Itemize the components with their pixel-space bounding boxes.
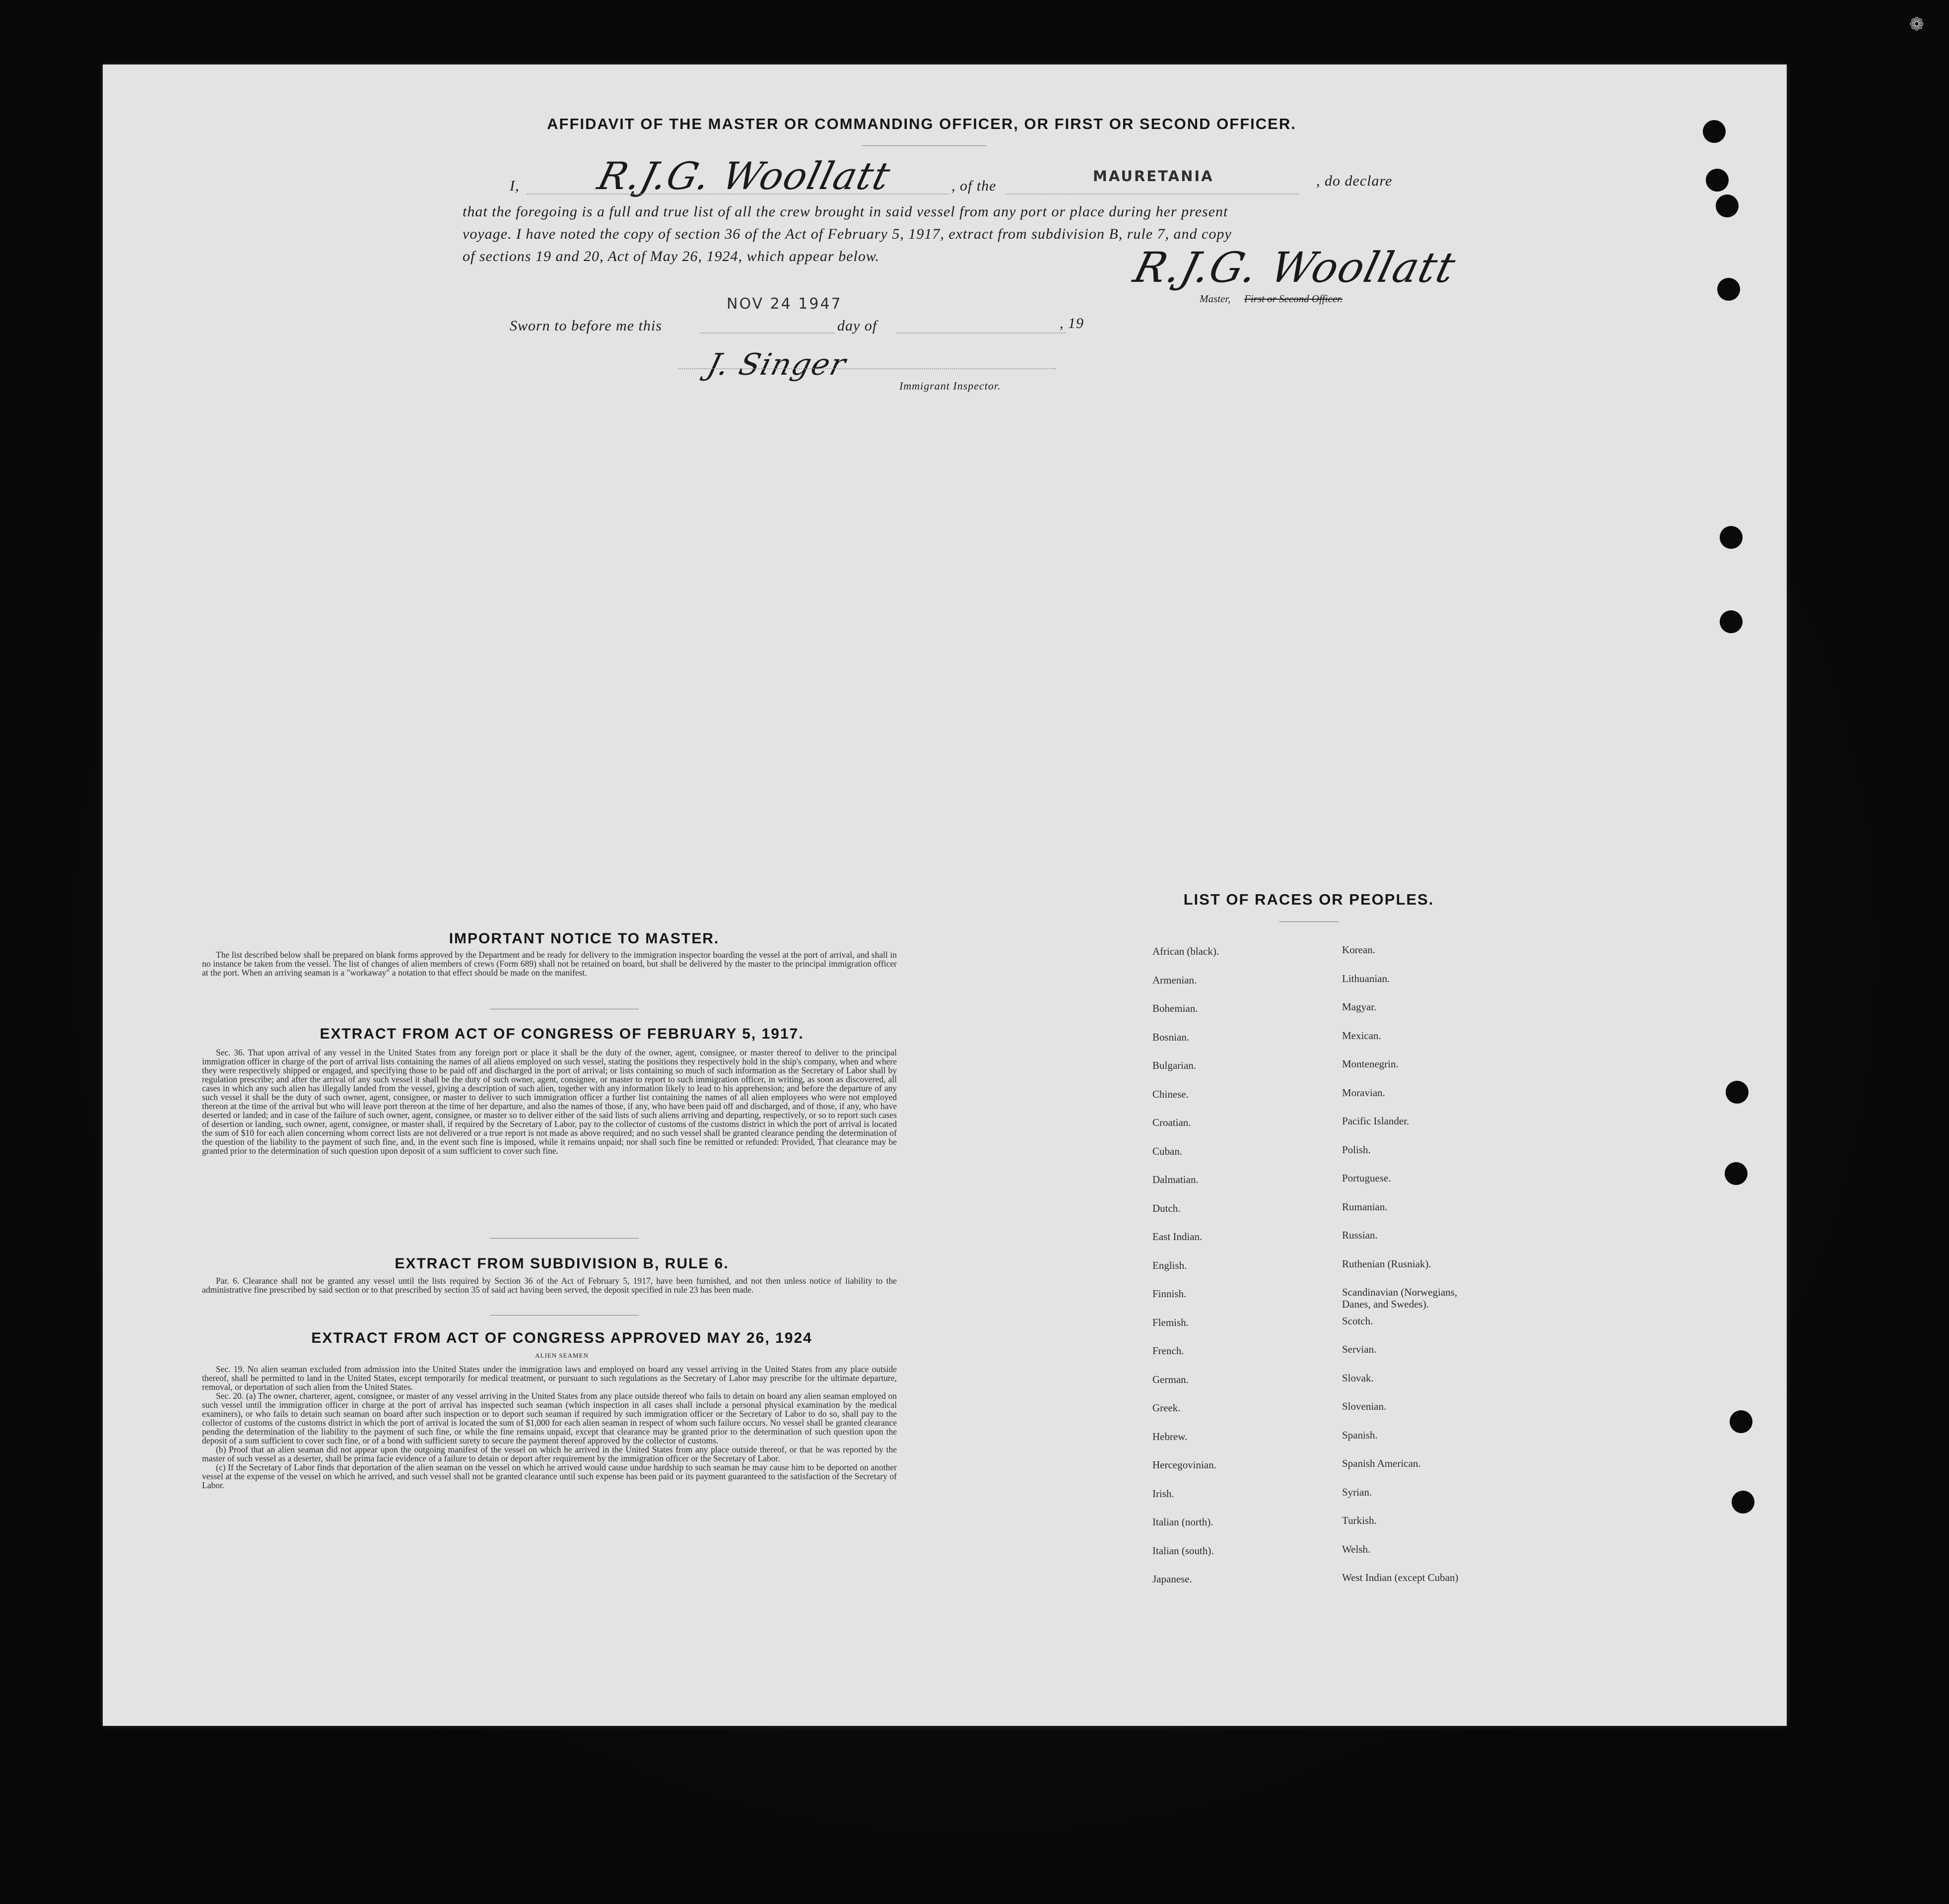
punch-hole-icon — [1703, 120, 1726, 143]
race-item: Welsh. — [1342, 1543, 1371, 1555]
race-item: English. — [1152, 1259, 1187, 1271]
race-item: Greek. — [1152, 1402, 1181, 1414]
race-item: Slovak. — [1342, 1372, 1374, 1384]
affidavit-text-line: voyage. I have noted the copy of section 36 of the Act of February 5, 1917, extract from subdivision B, rule 7, and copy — [463, 226, 1232, 242]
extract-1917-title: EXTRACT FROM ACT OF CONGRESS OF FEBRUARY 5, 1917. — [320, 1026, 804, 1042]
punch-hole-icon — [1720, 610, 1743, 633]
master-signature: R.J.G. Woollatt — [593, 154, 896, 198]
divider — [490, 1238, 639, 1239]
race-item: Polish. — [1342, 1143, 1371, 1156]
race-item: Pacific Islander. — [1342, 1115, 1410, 1127]
sworn-label: Sworn to before me this — [510, 318, 662, 334]
race-item: Magyar. — [1342, 1001, 1377, 1013]
inspector-signature: J. Singer — [704, 347, 850, 382]
extract-1924-text — [202, 1365, 897, 1490]
punch-hole-icon — [1726, 1081, 1748, 1104]
race-item: Lithuanian. — [1342, 972, 1390, 985]
race-item: French. — [1152, 1345, 1184, 1357]
race-item: Turkish. — [1342, 1514, 1377, 1526]
race-item: Montenegrin. — [1342, 1058, 1399, 1070]
punch-hole-icon — [1717, 278, 1740, 301]
race-item: Dutch. — [1152, 1202, 1181, 1214]
race-item: Bosnian. — [1152, 1031, 1190, 1043]
struck-officer-label: First or Second Officer. — [1244, 293, 1343, 305]
extract-1924-paragraph: Sec. 20. (a) The owner, charterer, agent, consignee, or master of any vessel arriving in the United States from any place outside thereof who fails to detain on board any alien seaman employed on such vessel until the immigration officer in charge at the port of arrival has inspected such seaman (which inspection in all cases shall include a personal physical examination by the medical examiners), or who fails to detain such seaman on board after such inspection or to deport such seaman if required by such immigration officer or the Secretary of Labor to do so, shall pay to the collector of customs of the customs district in which the port of arrival is located the sum of $1,000 for each alien seaman in respect of whom such failure occurs. No vessel shall be granted clearance pending the determination of the liability to the payment of such fine, or while the fine remains unpaid, except that clearance may be granted prior to the determination of such question upon the deposit of a sum sufficient to cover such fine, or of a bond with sufficient surety to secure the payment thereof approved by the collector of customs. — [202, 1391, 897, 1445]
extract-1924-paragraph: (c) If the Secretary of Labor finds that deportation of the alien seaman on the vessel on which he arrived would cause undue hardship to such seaman he may cause him to be deported on another vessel at the expense of the vessel on which he arrived, and such vessel shall not be granted clearance until such expense has been paid or its payment guaranteed to the satisfaction of the Secretary of Labor. — [202, 1462, 897, 1490]
race-item: Spanish American. — [1342, 1457, 1421, 1469]
race-item: Italian (south). — [1152, 1544, 1214, 1557]
signature-line — [527, 194, 949, 195]
race-item: Hebrew. — [1152, 1430, 1188, 1443]
race-item: Cuban. — [1152, 1145, 1183, 1157]
race-item: Korean. — [1342, 944, 1376, 956]
race-item: Croatian. — [1152, 1116, 1191, 1128]
extract-1917-text — [202, 1048, 897, 1155]
affidavit-text-line: that the foregoing is a full and true list of all the crew brought in said vessel from any port or place during her present — [463, 203, 1228, 220]
document-page — [103, 65, 1787, 1726]
races-right-column — [1342, 944, 1550, 1600]
extract-rule6-text — [202, 1276, 897, 1294]
race-item: Ruthenian (Rusniak). — [1342, 1257, 1431, 1270]
do-declare-label: , do declare — [1316, 173, 1393, 189]
race-item: Rumanian. — [1342, 1200, 1388, 1213]
affidavit-text-line: of sections 19 and 20, Act of May 26, 1924, which appear below. — [463, 248, 880, 264]
affidavit-i-label: I, — [510, 178, 520, 194]
date-stamp: NOV 24 1947 — [727, 295, 842, 313]
race-item: Bulgarian. — [1152, 1059, 1197, 1071]
extract-1924-title: EXTRACT FROM ACT OF CONGRESS APPROVED MAY 26, 1924 — [311, 1330, 812, 1346]
race-item: Armenian. — [1152, 974, 1197, 986]
race-item: African (black). — [1152, 945, 1219, 957]
master-signature-2: R.J.G. Woollatt — [1129, 243, 1461, 292]
race-item: Dalmatian. — [1152, 1174, 1199, 1185]
year-label: , 19 — [1060, 315, 1084, 331]
notice-paragraph: The list described below shall be prepared on blank forms approved by the Department and be ready for delivery to the immigration inspector boarding the vessel at the port of arrival, and shall in no instance be taken from the vessel. The list of changes of alien members of crews (Form 689) shall not be retained on board, but shall be delivered by the master to the principal immigration officer at the port. When an arriving seaman is a "workaway" a notation to that effect should be made on the manifest. — [202, 950, 897, 978]
vessel-name: MAURETANIA — [1093, 168, 1214, 185]
extract-1917-paragraph: Sec. 36. That upon arrival of any vessel in the United States from any foreign port or place it shall be the duty of the owner, agent, consignee, or master thereof to deliver to the principal immigration officer in charge of the port of arrival lists containing the names of all aliens employed on such vessel, stating the positions they respectively hold in the ship's company, when and where they were respectively shipped or engaged, and specifying those to be paid off and discharged in the port of arrival; or lists containing so much of such information as the Secretary of Labor shall by regulation prescribe; and after the arrival of any such vessel it shall be the duty of such owner, agent, consignee, or master to report to such immigration officer, in writing, as soon as discovered, all cases in which any such alien has illegally landed from the vessel, giving a description of such alien, together with any information likely to lead to his apprehension; and before the departure of any such vessel it shall be the duty of such owner, agent, consignee, or master to deliver to such immigration officer a further list containing the names of all alien employees who were not employed thereon at the time of the arrival but who will leave port thereon at the time of her departure, and also the names of those, if any, who have been paid off and discharged, and of those, if any, who have deserted or landed; and in case of the failure of such owner, agent, consignee, or master so to deliver either of the said lists of such aliens arriving and departing, respectively, or so to report such cases of desertion or landing, such owner, agent, consignee, or master shall, if required by the Secretary of Labor, pay to the collector of customs of the customs district in which the port of arrival is located the sum of $10 for each alien concerning whom correct lists are not delivered or a true report is not made as above required; and no such vessel shall be granted clearance pending the determination of the question of the liability to the payment of such fine, and, in the event such fine is imposed, while it remains unpaid; nor shall such fine be remitted or refunded: Provided, That clearance may be granted prior to the determination of such question upon deposit of a sum sufficient to cover such fine. — [202, 1048, 897, 1156]
races-title: LIST OF RACES OR PEOPLES. — [1183, 891, 1434, 908]
race-item: Irish. — [1152, 1487, 1174, 1500]
divider — [1279, 921, 1339, 922]
punch-hole-icon — [1732, 1491, 1754, 1513]
race-item: Spanish. — [1342, 1429, 1378, 1441]
month-line — [897, 332, 1066, 333]
corner-mark-icon: ❁ — [1909, 14, 1925, 35]
race-item: Italian (north). — [1152, 1516, 1213, 1528]
race-item: Syrian. — [1342, 1486, 1372, 1498]
extract-1924-paragraph: Sec. 19. No alien seaman excluded from admission into the United States under the immigration laws and employed on board any vessel arriving in the United States from any place outside thereof, shall be permitted to land in the United States, except temporarily for medical treatment, or pursuant to such regulations as the Secretary of Labor may prescribe for the ultimate departure, removal, or deportation of such alien from the United States. — [202, 1364, 897, 1392]
race-item: German. — [1152, 1373, 1189, 1385]
race-item: Hercegovinian. — [1152, 1459, 1216, 1471]
vessel-line — [1006, 194, 1299, 195]
punch-hole-icon — [1716, 195, 1739, 217]
race-item: Scotch. — [1342, 1314, 1373, 1327]
punch-hole-icon — [1706, 169, 1729, 192]
races-left-column — [1152, 945, 1341, 1602]
inspector-line — [678, 368, 1056, 369]
inspector-label: Immigrant Inspector. — [899, 380, 1001, 392]
notice-text — [202, 950, 897, 977]
extract-1924-paragraph: (b) Proof that an alien seaman did not appear upon the outgoing manifest of the vessel on which he arrived in the United States from any place outside thereof, or that he was reported by the master of such vessel as a deserter, shall be prima facie evidence of a failure to detain or deport after requirement by the immigration officer or the Secretary of Labor. — [202, 1444, 897, 1463]
race-item: Finnish. — [1152, 1288, 1187, 1300]
punch-hole-icon — [1730, 1410, 1752, 1433]
race-item: Portuguese. — [1342, 1172, 1391, 1184]
of-the-label: , of the — [951, 178, 997, 194]
race-item: Japanese. — [1152, 1573, 1192, 1585]
race-item: Russian. — [1342, 1229, 1378, 1241]
master-label: Master, — [1200, 293, 1231, 305]
date-line — [701, 332, 835, 333]
extract-1924-subtitle: ALIEN SEAMEN — [535, 1352, 589, 1359]
race-item: Slovenian. — [1342, 1400, 1387, 1412]
race-item: Bohemian. — [1152, 1002, 1198, 1014]
race-item: Chinese. — [1152, 1088, 1189, 1100]
extract-rule6-paragraph: Par. 6. Clearance shall not be granted any vessel until the lists required by Section 36 of the Act of February 5, 1917, have been furnished, and not then unless notice of liability to the administrative fine prescribed by said section or to that prescribed by section 35 of said act having been served, the deposit specified in rule 23 has been made. — [202, 1276, 897, 1295]
day-of-label: day of — [837, 318, 877, 334]
race-item: Scandinavian (Norwegians, Danes, and Swedes). — [1342, 1286, 1458, 1310]
divider — [862, 145, 986, 146]
notice-title: IMPORTANT NOTICE TO MASTER. — [449, 930, 720, 947]
race-item: Moravian. — [1342, 1086, 1385, 1099]
punch-hole-icon — [1725, 1162, 1747, 1185]
punch-hole-icon — [1720, 526, 1743, 549]
race-item: Flemish. — [1152, 1316, 1189, 1328]
affidavit-title: AFFIDAVIT OF THE MASTER OR COMMANDING OFFICER, OR FIRST OR SECOND OFFICER. — [547, 115, 1296, 132]
race-item: Servian. — [1342, 1343, 1377, 1355]
extract-rule6-title: EXTRACT FROM SUBDIVISION B, RULE 6. — [395, 1255, 729, 1272]
race-item: East Indian. — [1152, 1231, 1203, 1243]
race-item: Mexican. — [1342, 1029, 1381, 1042]
race-item: West Indian (except Cuban) — [1342, 1572, 1459, 1583]
